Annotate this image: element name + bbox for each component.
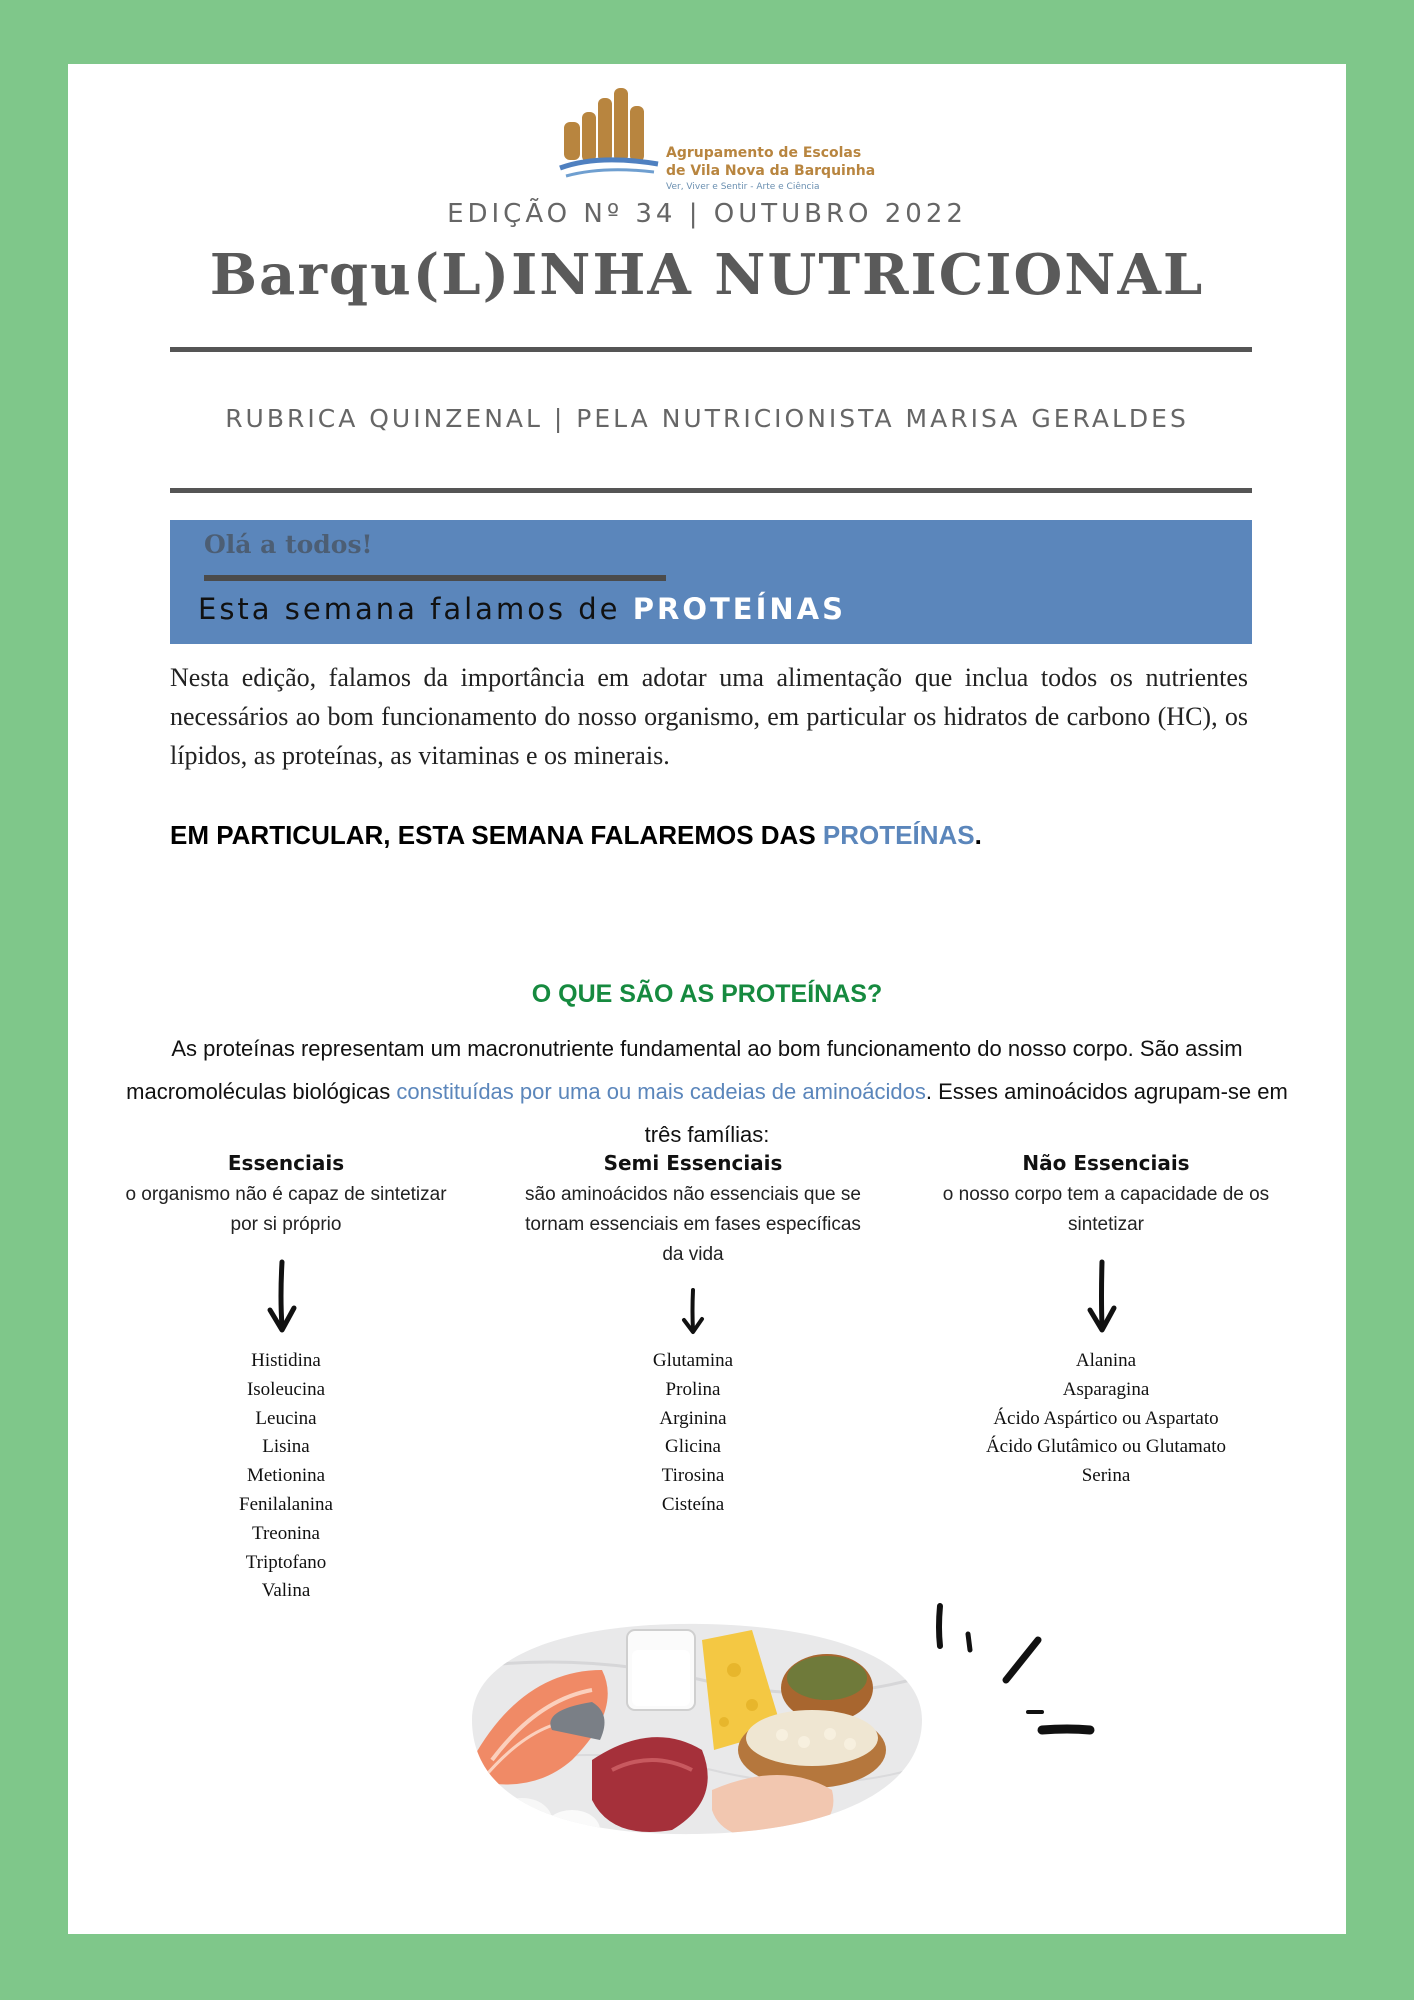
castle-waves-icon	[558, 84, 668, 184]
list-item: Alanina	[1075, 1350, 1137, 1371]
list-item: Histidina	[251, 1350, 321, 1371]
banner-subtitle-highlight: PROTEÍNAS	[632, 592, 846, 626]
family-column-non-essential	[926, 1146, 1286, 1240]
amino-list-non-essential	[926, 1347, 1286, 1491]
list-item: Ácido Aspártico ou Aspartato	[993, 1407, 1219, 1429]
section-body-part-1: As proteínas representam um macronutriente fundamental ao bom funcionamento do nosso corpo. São assim macromoléculas biológicas	[126, 1036, 1243, 1104]
arrow-down-icon	[676, 1286, 710, 1338]
edition-label: EDIÇÃO Nº 34 | OUTUBRO 2022	[447, 199, 967, 229]
divider-top	[170, 347, 1252, 352]
list-item: Treonina	[252, 1522, 320, 1544]
family-description: o organismo não é capaz de sintetizar por si próprio	[125, 1184, 447, 1235]
section-body-part-2: . Esses aminoácidos agrupam-se em três famílias:	[644, 1079, 1288, 1147]
section-body-link: constituídas por uma ou mais cadeias de aminoácidos	[396, 1079, 926, 1104]
list-item: Asparagina	[1062, 1378, 1150, 1400]
highlight-suffix: .	[974, 820, 982, 850]
list-item: Arginina	[659, 1407, 727, 1429]
intro-paragraph: Nesta edição, falamos da importância em adotar uma alimentação que inclua todos os nutrientes necessários ao bom funcionamento do nosso organismo, em particular os hidratos de carbono (HC), os lípidos, as proteínas, as vitaminas e os minerais.	[170, 663, 1248, 770]
family-column-semi-essential	[513, 1146, 873, 1270]
list-item: Triptofano	[245, 1551, 327, 1573]
protein-foods-image	[452, 1610, 942, 1850]
family-description: o nosso corpo tem a capacidade de os sintetizar	[942, 1184, 1270, 1235]
section-title: O QUE SÃO AS PROTEÍNAS?	[531, 980, 883, 1008]
family-title: Semi Essenciais	[603, 1151, 783, 1175]
family-title: Essenciais	[227, 1151, 345, 1175]
highlight-line	[170, 820, 982, 851]
list-item: Prolina	[665, 1378, 721, 1400]
family-column-essential	[106, 1146, 466, 1240]
list-item: Valina	[261, 1580, 311, 1602]
list-item: Glicina	[665, 1436, 721, 1458]
list-item: Cisteína	[661, 1493, 725, 1515]
logo-line-1: Agrupamento de Escolas	[666, 145, 862, 161]
page-title: Barqu(L)INHA NUTRICIONAL	[209, 242, 1205, 308]
banner-underline	[204, 575, 666, 581]
list-item: Fenilalanina	[239, 1493, 333, 1515]
arrow-down-icon	[1082, 1258, 1122, 1338]
list-item: Leucina	[255, 1407, 317, 1429]
divider-bottom	[170, 488, 1252, 493]
section-body	[108, 1027, 1306, 1156]
list-item: Metionina	[246, 1465, 326, 1487]
logo-tagline: Ver, Viver e Sentir - Arte e Ciência	[666, 182, 820, 192]
logo-line-2: de Vila Nova da Barquinha	[666, 163, 876, 179]
family-description: são aminoácidos não essenciais que se tornam essenciais em fases específicas da vida	[525, 1184, 861, 1265]
amino-list-essential	[106, 1347, 466, 1606]
banner-subtitle-prefix: Esta semana falamos de	[198, 592, 633, 626]
list-item: Serina	[1081, 1465, 1131, 1487]
list-item: Lisina	[262, 1436, 310, 1458]
highlight-keyword: PROTEÍNAS	[822, 820, 975, 850]
arrow-down-icon	[262, 1258, 302, 1338]
family-title: Não Essenciais	[1022, 1151, 1190, 1175]
intro-banner	[170, 520, 1252, 644]
list-item: Ácido Glutâmico ou Glutamato	[985, 1436, 1227, 1458]
highlight-prefix: EM PARTICULAR, ESTA SEMANA FALAREMOS DAS	[170, 820, 823, 850]
amino-list-semi-essential	[513, 1347, 873, 1520]
list-item: Glutamina	[652, 1350, 734, 1371]
list-item: Isoleucina	[246, 1378, 326, 1400]
banner-greeting: Olá a todos!	[204, 530, 373, 559]
list-item: Tirosina	[661, 1465, 725, 1487]
banner-subtitle	[198, 592, 846, 626]
rubric-label: RUBRICA QUINZENAL | PELA NUTRICIONISTA MARISA GERALDES	[225, 404, 1189, 433]
newsletter-page	[68, 64, 1346, 1934]
school-logo	[558, 84, 876, 192]
